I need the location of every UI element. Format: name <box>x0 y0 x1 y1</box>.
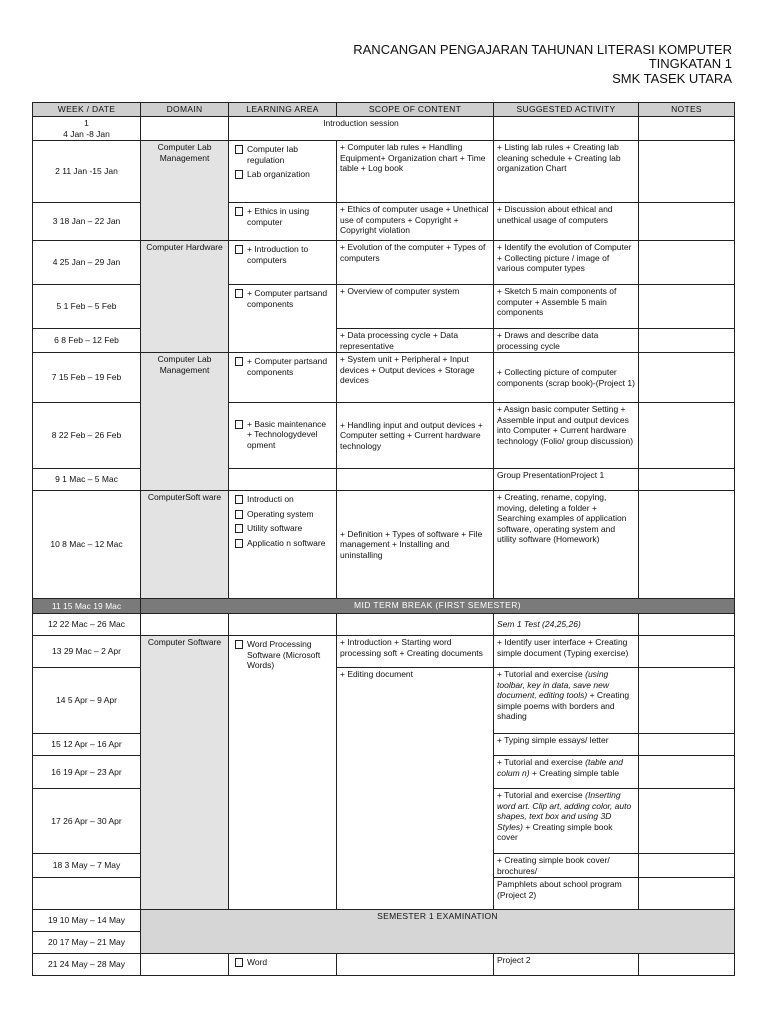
scope-cell: + Data processing cycle + Data representative <box>337 329 494 353</box>
checkbox-icon <box>235 289 243 298</box>
domain-cell: ComputerSoft ware <box>141 491 229 599</box>
document-form-level: TINGKATAN 1 <box>648 56 732 71</box>
learning-area-cell <box>229 403 337 469</box>
table-row <box>33 636 735 668</box>
table-header-row <box>33 103 735 117</box>
table-row <box>33 285 735 329</box>
activity-cell: + Assign basic computer Setting + Assemble input and output devices into Computer + Current hardware technology (Folio/ group discussion) <box>494 403 639 469</box>
scope-cell: + Handling input and output devices + Computer setting + Current hardware technology <box>337 403 494 469</box>
scope-cell <box>337 469 494 491</box>
notes-cell <box>639 636 735 668</box>
week-cell: 6 8 Feb – 12 Feb <box>33 329 141 353</box>
table-row <box>33 910 735 932</box>
learning-area-cell <box>229 353 337 403</box>
learning-area-item: Applicatio n software <box>247 537 326 548</box>
notes-cell <box>639 141 735 203</box>
table-row <box>33 668 735 734</box>
activity-cell <box>494 668 639 734</box>
activity-text: + Creating simple poems with borders and shading <box>497 690 630 721</box>
document-school-name: SMK TASEK UTARA <box>612 71 732 86</box>
domain-cell: Computer Hardware <box>141 241 229 353</box>
table-row <box>33 954 735 976</box>
teaching-plan-table <box>32 102 735 976</box>
semester-exam-label: SEMESTER 1 EXAMINATION <box>141 910 735 954</box>
domain-cell: Computer Lab Management <box>141 141 229 241</box>
activity-text: + Creating simple table <box>529 767 620 778</box>
notes-cell <box>639 614 735 636</box>
activity-cell: + Identify user interface + Creating simple document (Typing exercise) <box>494 636 639 668</box>
learning-area-item: + Computer partsand components <box>247 356 328 377</box>
learning-area-cell <box>229 614 337 636</box>
scope-cell: + System unit + Peripheral + Input devices + Output devices + Storage devices <box>337 353 494 403</box>
learning-area-item: Utility software <box>247 523 303 533</box>
column-header-notes: NOTES <box>639 103 735 117</box>
learning-area-cell <box>229 491 337 599</box>
scope-cell: + Ethics of computer usage + Unethical use of computers + Copyright + Copyright violation <box>337 203 494 241</box>
learning-area-cell <box>229 203 337 241</box>
table-row <box>33 403 735 469</box>
notes-cell <box>639 734 735 756</box>
scope-cell: + Introduction + Starting word processing soft + Creating documents <box>337 636 494 668</box>
learning-area-item: + Computer partsand components <box>247 288 328 309</box>
activity-cell: + Discussion about ethical and unethical usage of computers <box>494 203 639 241</box>
week-cell: 16 19 Apr – 23 Apr <box>33 756 141 789</box>
scope-cell: + Editing document <box>337 668 494 910</box>
activity-cell <box>494 117 639 141</box>
scope-cell <box>337 954 494 976</box>
domain-cell <box>141 614 229 636</box>
week-cell: 13 29 Mac – 2 Apr <box>33 636 141 668</box>
learning-area-item: + Introduction to computers <box>247 244 309 265</box>
scope-cell <box>337 614 494 636</box>
activity-cell <box>494 789 639 854</box>
scope-cell: + Evolution of the computer + Types of computers <box>337 241 494 285</box>
activity-cell: Project 2 <box>494 954 639 976</box>
learning-area-item: Introducti on <box>247 494 294 504</box>
table-row <box>33 491 735 599</box>
activity-cell: Group PresentationProject 1 <box>494 469 639 491</box>
table-row <box>33 117 735 141</box>
week-cell: 17 26 Apr – 30 Apr <box>33 789 141 854</box>
activity-cell: + Creating, rename, copying, moving, deleting a folder + Searching examples of application software, operating system and utility software (Homework) <box>494 491 639 599</box>
notes-cell <box>639 878 735 910</box>
week-cell: 12 22 Mac – 26 Mac <box>33 614 141 636</box>
week-cell: 20 17 May – 21 May <box>33 932 141 954</box>
notes-cell <box>639 954 735 976</box>
activity-detail: (using toolbar, key in data, save new document, editing tools) <box>497 669 609 700</box>
document-title: RANCANGAN PENGAJARAN TAHUNAN LITERASI KOMPUTER <box>353 42 732 57</box>
notes-cell <box>639 117 735 141</box>
activity-text: + Tutorial and exercise <box>497 757 586 767</box>
activity-cell: + Identify the evolution of Computer + Collecting picture / image of various computer types <box>494 241 639 285</box>
activity-cell: + Collecting picture of computer components (scrap book)-(Project 1) <box>494 353 639 403</box>
week-cell: 9 1 Mac – 5 Mac <box>33 469 141 491</box>
scope-cell: + Definition + Types of software + File management + Installing and uninstalling <box>337 491 494 599</box>
learning-area-item: Word Processing Software (Microsoft Words) <box>247 639 321 670</box>
activity-cell: + Sketch 5 main components of computer + Assemble 5 main components <box>494 285 639 329</box>
learning-area-cell <box>229 285 337 353</box>
notes-cell <box>639 854 735 878</box>
activity-text: + Tutorial and exercise <box>497 669 586 679</box>
learning-area-item: + Ethics in using computer <box>247 206 310 227</box>
notes-cell <box>639 285 735 329</box>
domain-cell: Computer Software <box>141 636 229 910</box>
activity-cell: Sem 1 Test (24,25,26) <box>494 614 639 636</box>
checkbox-icon <box>235 207 243 216</box>
checkbox-icon <box>235 510 243 519</box>
week-cell <box>33 878 141 910</box>
notes-cell <box>639 469 735 491</box>
table-row <box>33 203 735 241</box>
column-header-week: WEEK / DATE <box>33 103 141 117</box>
notes-cell <box>639 203 735 241</box>
learning-area-cell <box>229 954 337 976</box>
checkbox-icon <box>235 958 243 967</box>
learning-area-cell <box>229 141 337 203</box>
checkbox-icon <box>235 145 243 154</box>
notes-cell <box>639 329 735 353</box>
week-cell: 4 25 Jan – 29 Jan <box>33 241 141 285</box>
scope-cell: Introduction session <box>229 117 494 141</box>
notes-cell <box>639 353 735 403</box>
column-header-learning-area: LEARNING AREA <box>229 103 337 117</box>
table-row <box>33 614 735 636</box>
learning-area-cell <box>229 469 337 491</box>
domain-cell <box>141 954 229 976</box>
mid-term-break-row <box>33 599 735 614</box>
notes-cell <box>639 491 735 599</box>
table-row <box>33 141 735 203</box>
activity-cell <box>494 756 639 789</box>
week-cell: 1 4 Jan -8 Jan <box>33 117 141 141</box>
learning-area-item: Word <box>247 957 268 967</box>
week-cell: 18 3 May – 7 May <box>33 854 141 878</box>
column-header-domain: DOMAIN <box>141 103 229 117</box>
week-cell: 3 18 Jan – 22 Jan <box>33 203 141 241</box>
week-cell: 15 12 Apr – 16 Apr <box>33 734 141 756</box>
week-cell: 10 8 Mac – 12 Mac <box>33 491 141 599</box>
week-cell: 21 24 May – 28 May <box>33 954 141 976</box>
week-cell: 2 11 Jan -15 Jan <box>33 141 141 203</box>
week-cell: 19 10 May – 14 May <box>33 910 141 932</box>
break-label: MID TERM BREAK (FIRST SEMESTER) <box>141 599 735 614</box>
learning-area-cell <box>229 241 337 285</box>
domain-cell: Computer Lab Management <box>141 353 229 491</box>
domain-cell <box>141 117 229 141</box>
notes-cell <box>639 756 735 789</box>
column-header-activity: SUGGESTED ACTIVITY <box>494 103 639 117</box>
week-cell: 11 15 Mac 19 Mac <box>33 599 141 614</box>
activity-cell: + Listing lab rules + Creating lab cleaning schedule + Creating lab organization Chart <box>494 141 639 203</box>
learning-area-item: Computer lab regulation <box>247 144 299 165</box>
notes-cell <box>639 241 735 285</box>
checkbox-icon <box>235 170 243 179</box>
column-header-scope: SCOPE OF CONTENT <box>337 103 494 117</box>
notes-cell <box>639 668 735 734</box>
table-row <box>33 353 735 403</box>
learning-area-item: + Basic maintenance + Technologydevel opment <box>247 418 327 450</box>
week-cell: 14 5 Apr – 9 Apr <box>33 668 141 734</box>
week-cell: 8 22 Feb – 26 Feb <box>33 403 141 469</box>
week-cell: 7 15 Feb – 19 Feb <box>33 353 141 403</box>
activity-detail: (table and colum n) <box>497 757 623 778</box>
checkbox-icon <box>235 640 243 649</box>
activity-cell: + Typing simple essays/ letter <box>494 734 639 756</box>
checkbox-icon <box>235 539 243 548</box>
activity-cell: + Creating simple book cover/ brochures/ <box>494 854 639 878</box>
notes-cell <box>639 403 735 469</box>
activity-detail: (Inserting word art. Clip art, adding color, auto shapes, text box and using 3D Styles) <box>497 790 632 832</box>
notes-cell <box>639 789 735 854</box>
table-row <box>33 241 735 285</box>
table-row <box>33 329 735 353</box>
activity-cell: + Draws and describe data processing cycle <box>494 329 639 353</box>
scope-cell: + Computer lab rules + Handling Equipment+ Organization chart + Time table + Log book <box>337 141 494 203</box>
learning-area-item: Operating system <box>247 508 314 519</box>
scope-cell: + Overview of computer system <box>337 285 494 329</box>
learning-area-item: Lab organization <box>247 169 310 179</box>
checkbox-icon <box>235 357 243 366</box>
activity-cell: Pamphlets about school program (Project 2) <box>494 878 639 910</box>
table-row <box>33 469 735 491</box>
checkbox-icon <box>235 245 243 254</box>
activity-text: + Tutorial and exercise <box>497 790 586 800</box>
learning-area-cell <box>229 636 337 910</box>
checkbox-icon <box>235 524 243 533</box>
checkbox-icon <box>235 495 243 504</box>
week-cell: 5 1 Feb – 5 Feb <box>33 285 141 329</box>
activity-text: + Creating simple book cover <box>497 821 613 842</box>
checkbox-icon <box>235 420 243 429</box>
